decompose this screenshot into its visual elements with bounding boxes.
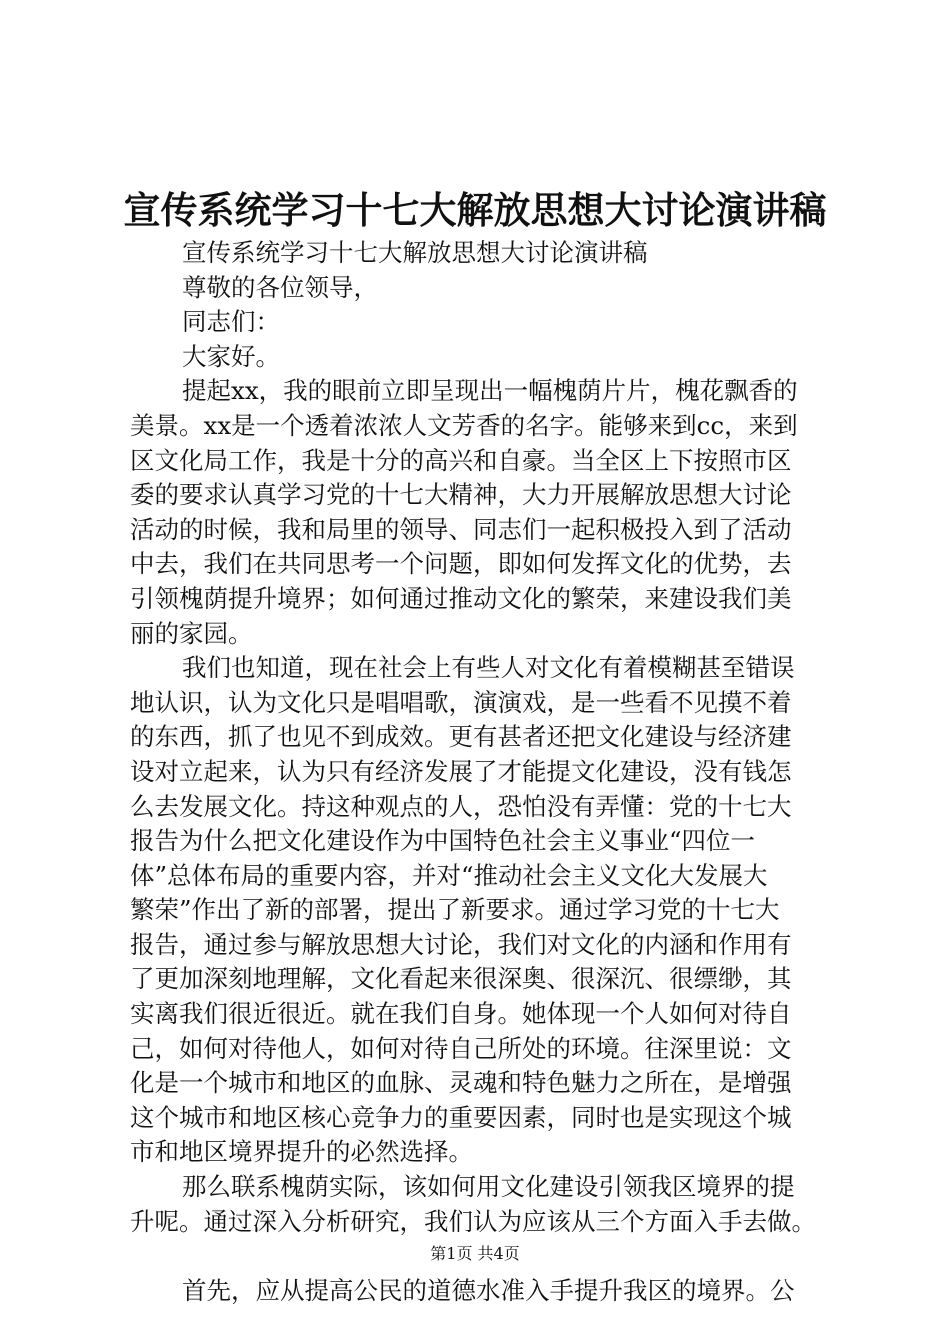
text-line: 中去，我们在共同思考一个问题，即如何发挥文化的优势，去	[130, 549, 792, 579]
text-line: 同志们：	[182, 307, 280, 337]
text-line: 活动的时候，我和局里的领导、同志们一起积极投入到了活动	[130, 514, 792, 544]
text-line: 提起xx，我的眼前立即呈现出一幅槐荫片片，槐花飘香的	[182, 376, 798, 406]
text-line: 报告为什么把文化建设作为中国特色社会主义事业“四位一	[130, 826, 756, 856]
page-footer: 第1页 共4页	[430, 1244, 520, 1263]
text-line: 那么联系槐荫实际，该如何用文化建设引领我区境界的提	[182, 1172, 795, 1202]
text-line: 区文化局工作，我是十分的高兴和自豪。当全区上下按照市区	[130, 445, 792, 475]
document-title: 宣传系统学习十七大解放思想大讨论演讲稿	[123, 188, 827, 232]
text-line: 的东西，抓了也见不到成效。更有甚者还把文化建设与经济建	[130, 722, 792, 752]
text-line: 委的要求认真学习党的十七大精神，大力开展解放思想大讨论	[130, 480, 792, 510]
text-line: 这个城市和地区核心竞争力的重要因素，同时也是实现这个城	[130, 1102, 792, 1132]
text-line: 宣传系统学习十七大解放思想大讨论演讲稿	[182, 238, 648, 267]
text-line: 引领槐荫提升境界；如何通过推动文化的繁荣，来建设我们美	[130, 583, 792, 613]
text-line: 首先，应从提高公民的道德水准入手提升我区的境界。公	[182, 1275, 795, 1305]
text-line: 了更加深刻地理解，文化看起来很深奥、很深沉、很缥缈，其	[130, 964, 792, 994]
text-line: 么去发展文化。持这种观点的人，恐怕没有弄懂：党的十七大	[130, 791, 792, 821]
text-line: 设对立起来，认为只有经济发展了才能提文化建设，没有钱怎	[130, 756, 792, 786]
text-line: 体”总体布局的重要内容，并对“推动社会主义文化大发展大	[130, 860, 768, 890]
text-line: 美景。xx是一个透着浓浓人文芳香的名字。能够来到cc，来到	[130, 410, 798, 440]
text-line: 我们也知道，现在社会上有些人对文化有着模糊甚至错误	[182, 653, 795, 683]
text-line: 尊敬的各位领导，	[182, 272, 378, 302]
text-line: 丽的家园。	[130, 618, 253, 648]
text-line: 市和地区境界提升的必然选择。	[130, 1137, 473, 1167]
text-line: 地认识，认为文化只是唱唱歌，演演戏，是一些看不见摸不着	[130, 687, 792, 717]
text-line: 大家好。	[182, 341, 280, 371]
text-line: 实离我们很近很近。就在我们自身。她体现一个人如何对待自	[130, 999, 792, 1029]
document-body	[130, 236, 836, 1308]
text-line: 升呢。通过深入分析研究，我们认为应该从三个方面入手去做。	[130, 1206, 816, 1236]
text-line: 己，如何对待他人，如何对待自己所处的环境。往深里说：文	[130, 1033, 792, 1063]
text-line: 化是一个城市和地区的血脉、灵魂和特色魅力之所在，是增强	[130, 1068, 792, 1098]
text-line: 报告，通过参与解放思想大讨论，我们对文化的内涵和作用有	[130, 929, 792, 959]
text-line: 繁荣”作出了新的部署，提出了新要求。通过学习党的十七大	[130, 895, 780, 925]
